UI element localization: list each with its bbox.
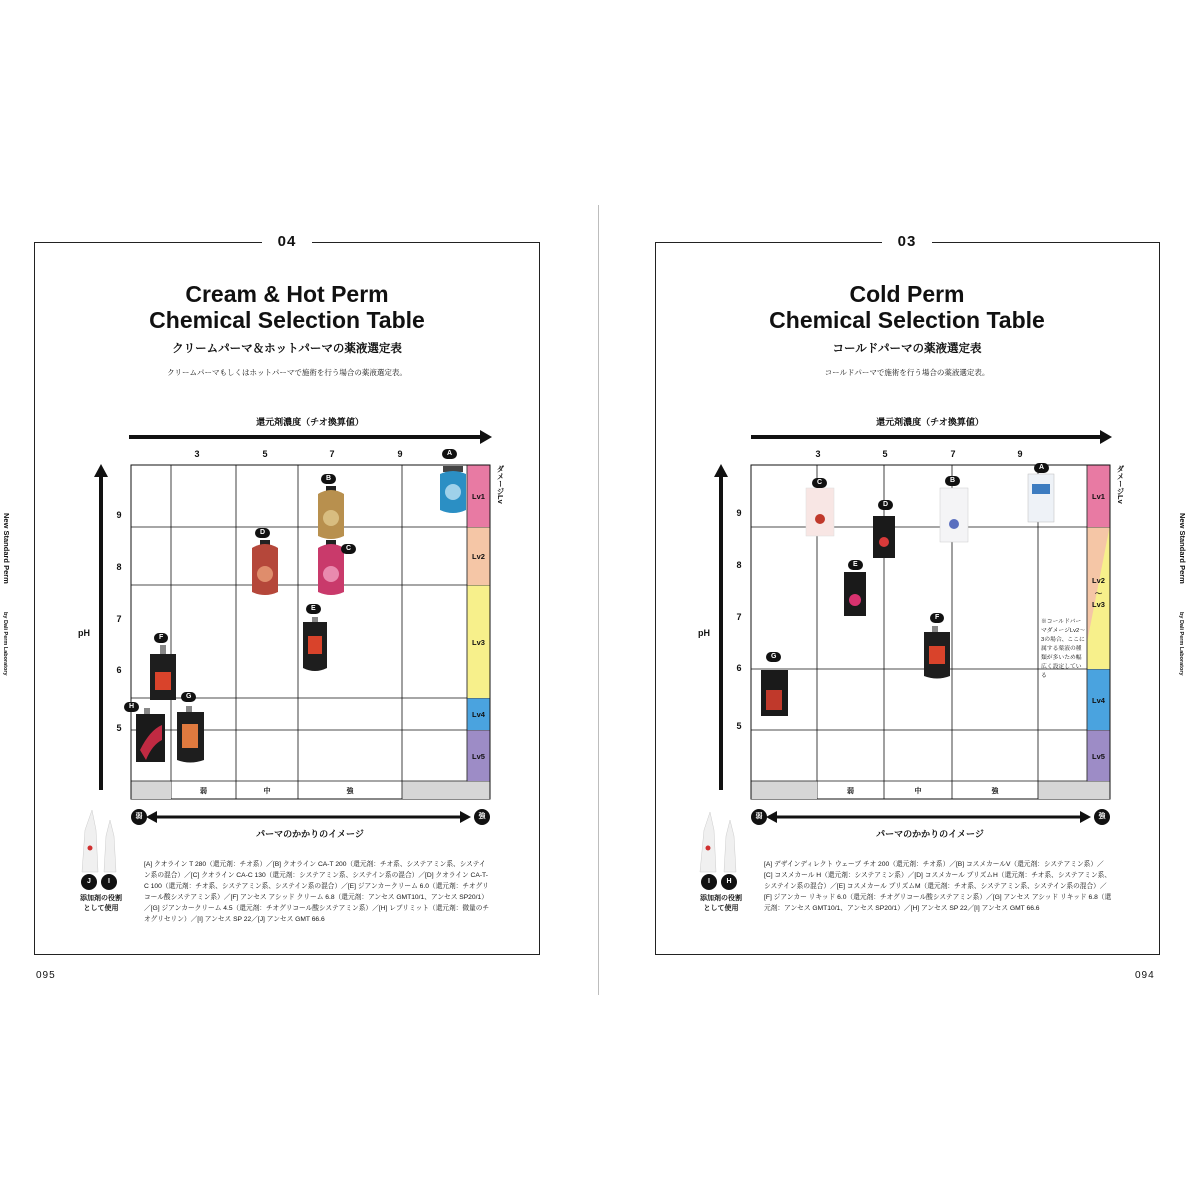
marker-g: G	[766, 652, 781, 662]
strength-cell: 弱	[847, 788, 854, 795]
level-label: Lv4	[472, 710, 485, 719]
marker-h: H	[124, 702, 139, 712]
level-label: Lv2	[1092, 576, 1105, 585]
product-footnote: [A] クオライン T 280（還元剤：チオ系）／[B] クオライン CA-T 200（還元剤：チオ系、システアミン系、システイン系の混合）／[C] クオライン CA-C 130（還元剤：システアミン系、システイン系の混合）／[D] クオライン CA-T-C 100（還元剤：チオ系、システアミン系、システイン系の混合）／[E] ジアンカークリーム 6.0（還元剤：チオグリコール酸システアミン系）／[F] アンセス アシッド クリーム 6.8（還元剤：アンセス GMT10/1、アンセス SP20/1）／[G] ジアンカークリーム 4.5（還元剤：チオグリコール酸システアミン系）／[H] レブリミット（還元剤：微量のチオグリセリン）／[I] アンセス SP 22／[J] アンセス GMT 66.6	[144, 861, 490, 923]
ph-tick: 8	[736, 560, 742, 570]
product-d-image	[873, 516, 895, 558]
top-axis-label: 還元剤濃度（チオ換算値）	[876, 417, 984, 427]
strong-badge: 強	[1094, 809, 1110, 825]
top-tick: 5	[262, 449, 268, 459]
marker-a: A	[1034, 463, 1049, 473]
ph-axis-label: pH	[78, 628, 90, 638]
spine-subtitle: by Dali Perm Laboratory	[1178, 612, 1184, 676]
marker-d: D	[878, 500, 893, 510]
product-g-image	[761, 670, 788, 716]
page-number: 094	[1135, 970, 1155, 981]
strength-cell: 中	[914, 788, 922, 795]
level-note: ※コールドパーマダメージLv2〜3の場合、ここに属する薬液の種類が多いため幅広く設定している	[1041, 619, 1086, 679]
weak-badge: 弱	[751, 809, 767, 825]
additive-badge-h: H	[721, 874, 737, 890]
ph-tick: 7	[116, 614, 122, 624]
level-label: Lv5	[1092, 752, 1105, 761]
top-tick: 7	[950, 449, 956, 459]
page-title-line1: Cold Perm	[849, 281, 965, 307]
page-number: 095	[36, 970, 56, 981]
ph-tick: 5	[736, 721, 742, 731]
product-b-image	[940, 488, 968, 542]
strength-cell: 強	[346, 788, 354, 795]
marker-c: C	[341, 544, 356, 554]
product-c-image	[806, 488, 834, 536]
level-label: Lv5	[472, 752, 485, 761]
level-label: Lv1	[1092, 492, 1105, 501]
top-tick: 9	[1017, 449, 1023, 459]
page-title-line2: Chemical Selection Table	[769, 307, 1045, 333]
top-tick: 3	[194, 449, 200, 459]
product-a-image	[1028, 474, 1054, 522]
top-tick: 3	[815, 449, 821, 459]
additive-caption: として使用	[703, 905, 739, 912]
ph-tick: 7	[736, 612, 742, 622]
product-e-image	[844, 572, 866, 616]
subtitle-ja: クリームパーマ＆ホットパーマの薬液選定表	[172, 343, 402, 355]
page-title-line1: Cream & Hot Perm	[185, 281, 389, 307]
section-number: 03	[882, 233, 932, 250]
additive-badge-i: I	[101, 874, 117, 890]
strength-cell: 強	[991, 788, 999, 795]
additive-caption: 添加剤の役割	[700, 895, 742, 902]
additive-badge-i: I	[701, 874, 717, 890]
additive-caption: 添加剤の役割	[80, 895, 122, 902]
top-tick: 9	[397, 449, 403, 459]
top-tick: 7	[329, 449, 335, 459]
level-label: Lv4	[1092, 696, 1105, 705]
damage-level-label: ダメージLv	[1116, 465, 1125, 504]
level-label: Lv2	[472, 552, 485, 561]
marker-f: F	[930, 613, 944, 623]
marker-c: C	[812, 478, 827, 488]
spine-subtitle: by Dali Perm Laboratory	[2, 612, 8, 676]
marker-e: E	[306, 604, 321, 614]
additive-bottles-image	[700, 812, 736, 872]
page-title-line2: Chemical Selection Table	[149, 307, 425, 333]
level-label: Lv3	[1092, 600, 1105, 609]
ph-tick: 6	[736, 663, 742, 673]
top-tick: 5	[882, 449, 888, 459]
marker-e: E	[848, 560, 863, 570]
marker-f: F	[154, 633, 168, 643]
ph-tick: 8	[116, 562, 122, 572]
bottom-axis-label: パーマのかかりのイメージ	[876, 829, 984, 839]
ph-tick: 9	[116, 510, 122, 520]
marker-d: D	[255, 528, 270, 538]
ph-tick: 5	[116, 723, 122, 733]
level-label: Lv3	[472, 638, 485, 647]
weak-badge: 弱	[131, 809, 147, 825]
product-f-image	[924, 626, 950, 679]
level-label: 〜	[1094, 589, 1103, 598]
spine-title: New Standard Perm	[1178, 513, 1187, 584]
top-axis-label: 還元剤濃度（チオ換算値）	[256, 417, 364, 427]
subtitle-ja: コールドパーマの薬液選定表	[832, 343, 982, 355]
description-ja: クリームパーマもしくはホットパーマで施術を行う場合の薬液選定表。	[167, 368, 407, 377]
ph-tick: 6	[116, 665, 122, 675]
strength-cell: 中	[263, 788, 271, 795]
ph-tick: 9	[736, 508, 742, 518]
strength-cell: 弱	[200, 788, 207, 795]
spine-title: New Standard Perm	[2, 513, 11, 584]
bottom-axis-label: パーマのかかりのイメージ	[256, 829, 364, 839]
marker-a: A	[442, 449, 457, 459]
level-label: Lv1	[472, 492, 485, 501]
additive-badge-j: J	[81, 874, 97, 890]
ph-axis-label: pH	[698, 628, 710, 638]
additive-caption: として使用	[83, 905, 119, 912]
marker-g: G	[181, 692, 196, 702]
marker-b: B	[321, 474, 336, 484]
marker-b: B	[945, 476, 960, 486]
description-ja: コールドパーマで施術を行う場合の薬液選定表。	[824, 368, 990, 377]
damage-level-label: ダメージLv	[496, 465, 505, 504]
strong-badge: 強	[474, 809, 490, 825]
section-number: 04	[262, 233, 312, 250]
product-footnote: [A] デザインディレクト ウェーブ チオ 200（還元剤：チオ系）／[B] コスメカールV（還元剤：システアミン系）／[C] コスメカール H（還元剤：システアミン系）／[D] コスメカール プリズムH（還元剤：チオ系、システアミン系、システイン系の混合）／[E] コスメカール プリズムM（還元剤：チオ系、システアミン系、システイン系の混合）／[F] ジアンカー リキッド 6.0（還元剤：チオグリコール酸システアミン系）／[G] アンセス アシッド リキッド 6.8（還元剤：アンセス GMT10/1、アンセス SP20/1）／[H] アンセス SP 22／[I] アンセス GMT 66.6	[764, 861, 1112, 912]
